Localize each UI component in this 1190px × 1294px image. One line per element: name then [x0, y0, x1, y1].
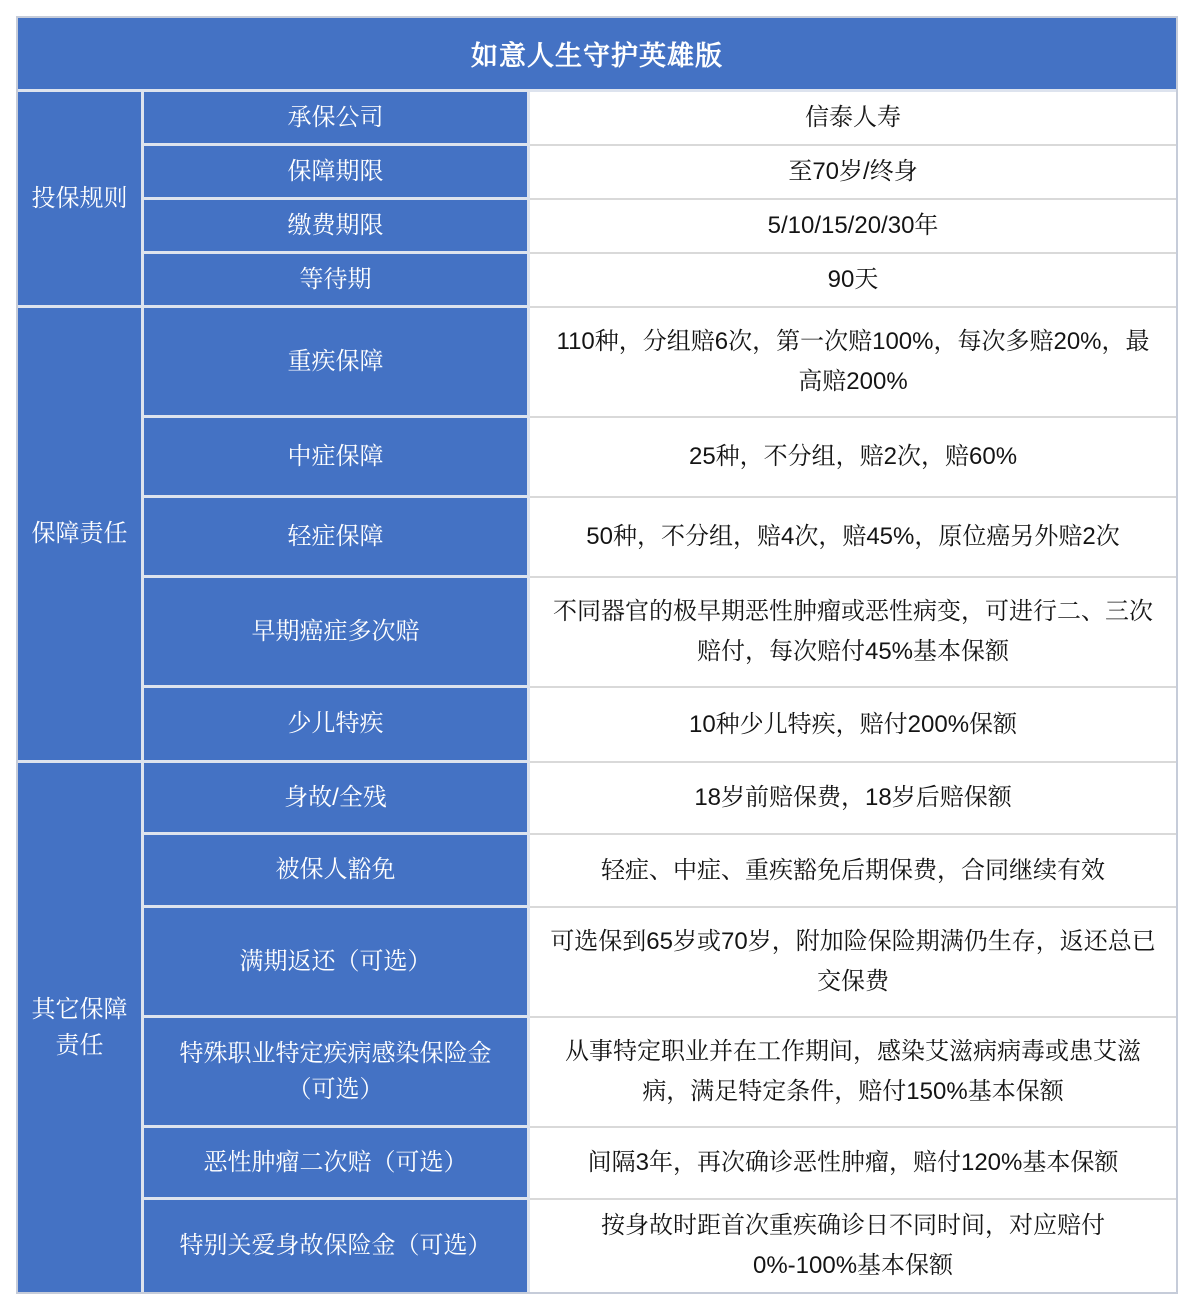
row-label: 轻症保障	[144, 498, 530, 578]
table-row	[18, 146, 1176, 200]
group-label-insuring-rules: 投保规则	[18, 92, 144, 308]
table-row	[18, 308, 1176, 418]
row-value: 10种少儿特疾，赔付200%保额	[530, 688, 1176, 763]
row-value: 110种，分组赔6次，第一次赔100%，每次多赔20%，最高赔200%	[530, 308, 1176, 418]
row-label: 身故/全残	[144, 763, 530, 835]
insurance-product-table	[16, 16, 1178, 1294]
table-row	[18, 1018, 1176, 1128]
row-label: 被保人豁免	[144, 835, 530, 908]
table-row	[18, 254, 1176, 308]
row-label: 中症保障	[144, 418, 530, 498]
row-value: 可选保到65岁或70岁，附加险保险期满仍生存，返还总已交保费	[530, 908, 1176, 1018]
row-label: 满期返还（可选）	[144, 908, 530, 1018]
row-label: 特殊职业特定疾病感染保险金（可选）	[144, 1018, 530, 1128]
table-title: 如意人生守护英雄版	[18, 18, 1176, 92]
table-row	[18, 1128, 1176, 1200]
table-row	[18, 835, 1176, 908]
row-label: 恶性肿瘤二次赔（可选）	[144, 1128, 530, 1200]
row-label: 特别关爱身故保险金（可选）	[144, 1200, 530, 1292]
row-value: 按身故时距首次重疾确诊日不同时间，对应赔付0%-100%基本保额	[530, 1200, 1176, 1292]
table-row	[18, 418, 1176, 498]
group-label-coverage: 保障责任	[18, 308, 144, 763]
table-row	[18, 578, 1176, 688]
row-label: 缴费期限	[144, 200, 530, 254]
row-value: 18岁前赔保费，18岁后赔保额	[530, 763, 1176, 835]
table-row	[18, 1200, 1176, 1292]
row-value: 25种，不分组，赔2次，赔60%	[530, 418, 1176, 498]
group-label-other-coverage: 其它保障责任	[18, 763, 144, 1292]
row-value: 信泰人寿	[530, 92, 1176, 146]
row-label: 重疾保障	[144, 308, 530, 418]
row-value: 从事特定职业并在工作期间，感染艾滋病病毒或患艾滋病，满足特定条件，赔付150%基本保额	[530, 1018, 1176, 1128]
table-row	[18, 498, 1176, 578]
table-row	[18, 908, 1176, 1018]
title-row	[18, 18, 1176, 92]
row-label: 保障期限	[144, 146, 530, 200]
row-value: 间隔3年，再次确诊恶性肿瘤，赔付120%基本保额	[530, 1128, 1176, 1200]
row-value: 90天	[530, 254, 1176, 308]
table-row	[18, 763, 1176, 835]
row-label: 等待期	[144, 254, 530, 308]
row-label: 早期癌症多次赔	[144, 578, 530, 688]
row-value: 5/10/15/20/30年	[530, 200, 1176, 254]
table-row	[18, 200, 1176, 254]
row-value: 50种，不分组，赔4次，赔45%，原位癌另外赔2次	[530, 498, 1176, 578]
row-value: 不同器官的极早期恶性肿瘤或恶性病变，可进行二、三次赔付，每次赔付45%基本保额	[530, 578, 1176, 688]
table-row	[18, 92, 1176, 146]
table-row	[18, 688, 1176, 763]
row-label: 承保公司	[144, 92, 530, 146]
row-value: 轻症、中症、重疾豁免后期保费，合同继续有效	[530, 835, 1176, 908]
row-value: 至70岁/终身	[530, 146, 1176, 200]
row-label: 少儿特疾	[144, 688, 530, 763]
